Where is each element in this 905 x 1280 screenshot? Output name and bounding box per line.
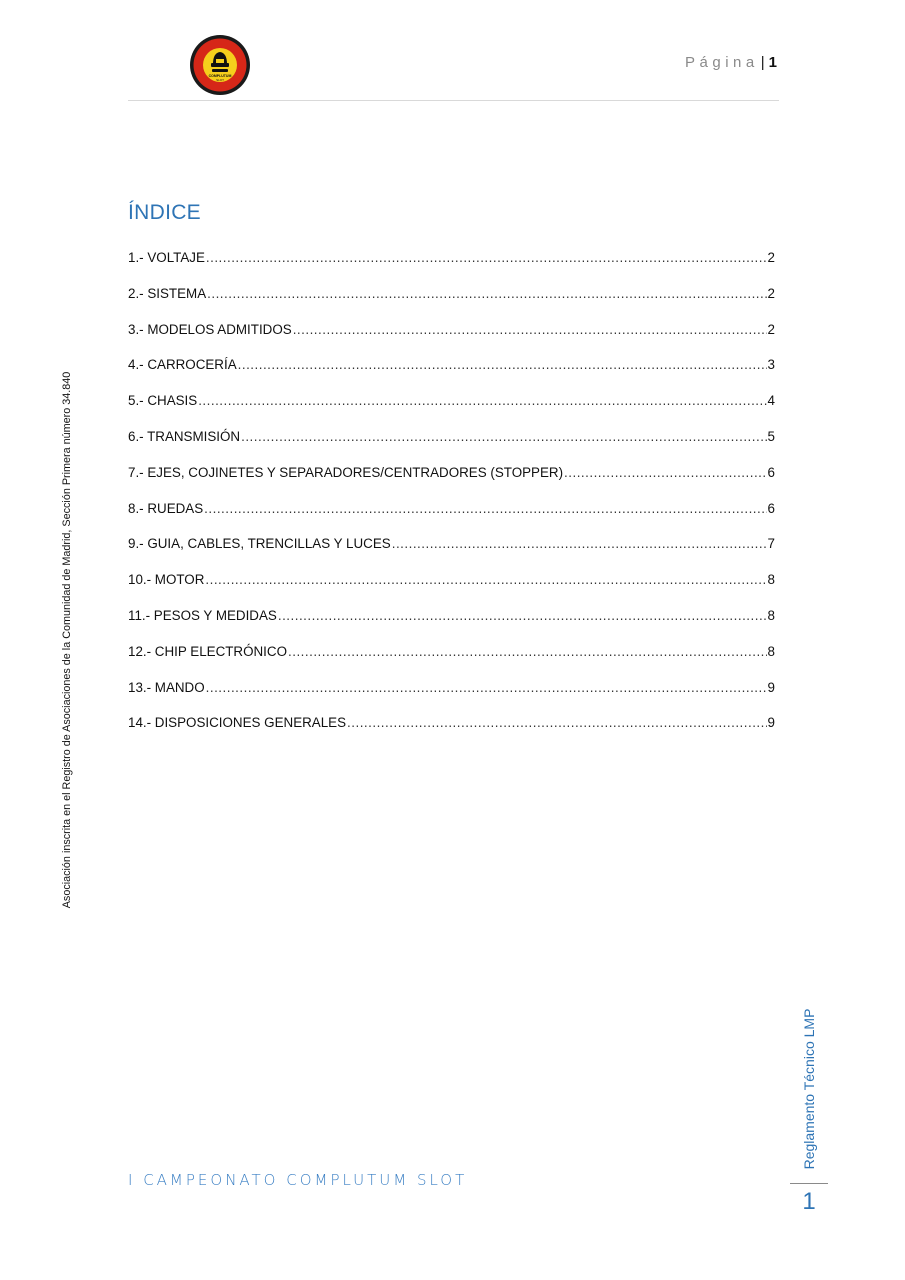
toc-entry[interactable] <box>128 501 775 537</box>
toc-entry[interactable] <box>128 715 775 751</box>
toc-dot-leader <box>392 536 767 551</box>
toc-dot-leader <box>198 393 766 408</box>
toc-dot-leader <box>207 286 766 301</box>
toc-entry-label: 6.- TRANSMISIÓN <box>128 428 241 444</box>
page-number-label <box>685 54 777 71</box>
toc-entry-label: 7.- EJES, COJINETES Y SEPARADORES/CENTRADORES (STOPPER) <box>128 464 564 480</box>
footer-divider <box>790 1183 828 1184</box>
toc-entry[interactable] <box>128 322 775 358</box>
toc-dot-leader <box>278 608 767 623</box>
toc-dot-leader <box>238 357 767 372</box>
club-logo-badge-icon <box>189 34 251 96</box>
toc-entry-page: 6 <box>767 500 775 516</box>
toc-entry-label: 13.- MANDO <box>128 679 205 695</box>
logo-text-center: COMPLUTUM <box>208 74 232 78</box>
toc-dot-leader <box>347 715 767 730</box>
toc-entry[interactable] <box>128 608 775 644</box>
toc-entry-label: 4.- CARROCERÍA <box>128 357 237 373</box>
toc-entry-page: 3 <box>767 357 775 373</box>
toc-dot-leader <box>206 680 767 695</box>
toc-entry-label: 5.- CHASIS <box>128 393 198 409</box>
registration-note: Asociación inscrita en el Registro de Asociaciones de la Comunidad de Madrid, Sección Primera número 34.840 <box>61 371 73 909</box>
toc-entry[interactable] <box>128 572 775 608</box>
toc-entry-label: 10.- MOTOR <box>128 572 205 588</box>
toc-entry-label: 12.- CHIP ELECTRÓNICO <box>128 643 287 659</box>
toc-entry-page: 2 <box>767 285 775 301</box>
toc-entry-page: 7 <box>767 536 775 552</box>
toc-entry-label: 1.- VOLTAJE <box>128 250 205 265</box>
toc-entry-label: 2.- SISTEMA <box>128 285 207 301</box>
toc-dot-leader <box>241 429 766 444</box>
toc-entry-label: 11.- PESOS Y MEDIDAS <box>128 607 277 623</box>
toc-entry-page: 8 <box>767 643 775 659</box>
toc-entry-page: 4 <box>767 393 775 409</box>
toc-entry[interactable] <box>128 680 775 716</box>
page-word: Página <box>685 54 759 71</box>
toc-dot-leader <box>564 465 767 480</box>
toc-entry-page: 2 <box>767 250 775 265</box>
toc-entry-label: 14.- DISPOSICIONES GENERALES <box>128 715 347 731</box>
toc-dot-leader <box>204 501 766 516</box>
header-divider <box>128 100 779 101</box>
toc-title: ÍNDICE <box>128 201 201 224</box>
toc-entry[interactable] <box>128 536 775 572</box>
toc-entry[interactable] <box>128 250 775 286</box>
toc-entry[interactable] <box>128 357 775 393</box>
toc-entry-label: 3.- MODELOS ADMITIDOS <box>128 321 292 337</box>
logo-graphic <box>189 34 251 96</box>
toc-entry-page: 6 <box>767 464 775 480</box>
toc-entry[interactable] <box>128 286 775 322</box>
toc-entry-label: 9.- GUIA, CABLES, TRENCILLAS Y LUCES <box>128 536 391 552</box>
toc-entry-page: 2 <box>767 321 775 337</box>
toc-entry-page: 5 <box>767 428 775 444</box>
page-separator: | <box>760 54 765 71</box>
toc-dot-leader <box>293 322 767 337</box>
toc-entry-page: 9 <box>767 679 775 695</box>
logo-text-bottom: SLOT <box>216 78 224 82</box>
toc-entry[interactable] <box>128 644 775 680</box>
toc-entry[interactable] <box>128 429 775 465</box>
toc-entry-page: 9 <box>767 715 775 731</box>
toc-entry-page: 8 <box>767 572 775 588</box>
toc-entry-page: 8 <box>767 607 775 623</box>
toc-entry-label: 8.- RUEDAS <box>128 500 204 516</box>
table-of-contents <box>128 250 775 751</box>
toc-entry[interactable] <box>128 465 775 501</box>
document-title: Reglamento Técnico LMP <box>801 1008 817 1170</box>
toc-dot-leader <box>206 250 767 265</box>
toc-dot-leader <box>288 644 767 659</box>
toc-entry[interactable] <box>128 393 775 429</box>
toc-dot-leader <box>205 572 766 587</box>
footer-brand: I CAMPEONATO COMPLUTUM SLOT <box>128 1171 468 1189</box>
page-number: 1 <box>768 54 777 71</box>
footer-page-number: 1 <box>802 1188 816 1215</box>
